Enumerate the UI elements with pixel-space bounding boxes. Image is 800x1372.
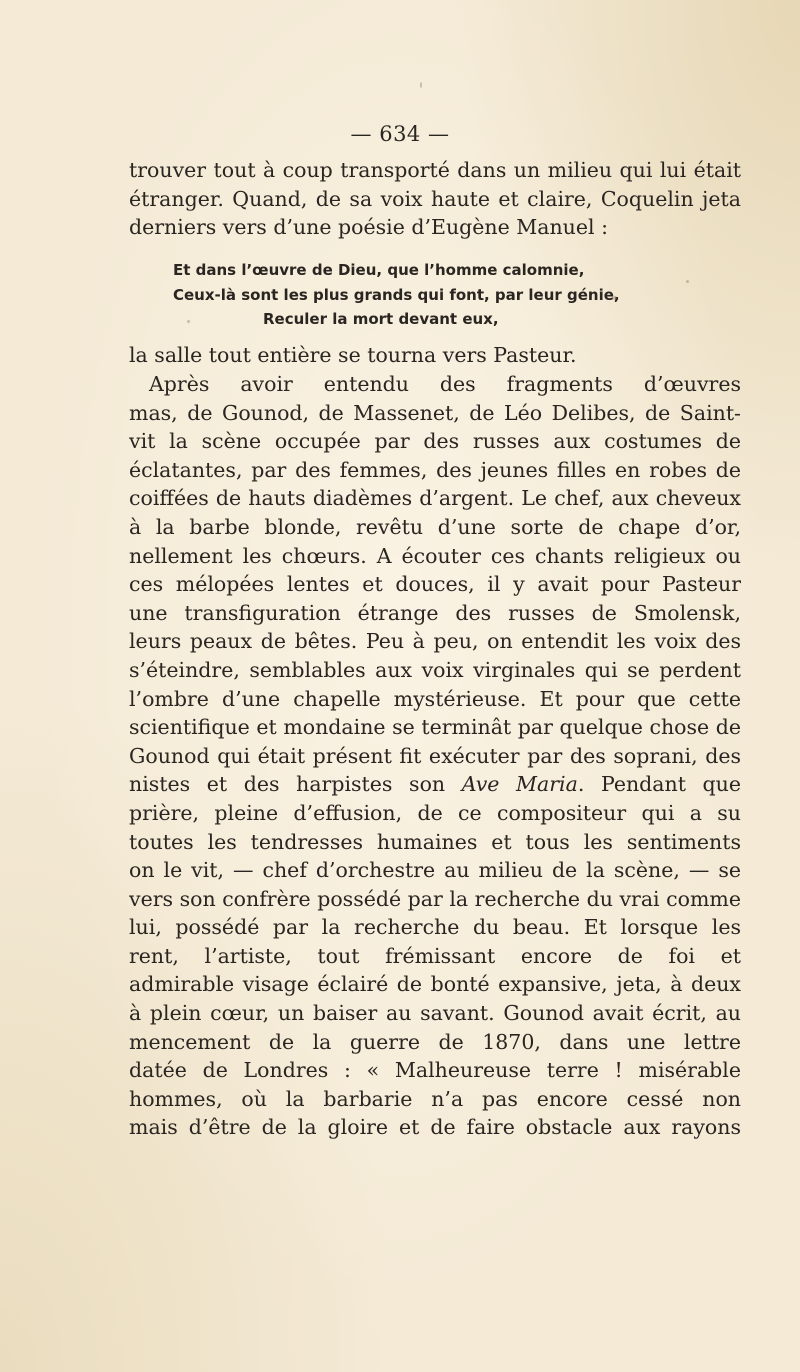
text-line: mencement de la guerre de 1870, dans une lettre xyxy=(129,1029,741,1054)
verse-line: Et dans l’œuvre de Dieu, que l’homme calomnie, xyxy=(173,261,585,279)
text-line: l’ombre d’une chapelle mystérieuse. Et pour que cette xyxy=(129,686,741,711)
paper-speck xyxy=(187,320,190,323)
text-line: datée de Londres : « Malheureuse terre ! misérable xyxy=(129,1058,741,1083)
main-paragraph xyxy=(129,370,741,1142)
text-line: la salle tout entière se tourna vers Pasteur. xyxy=(129,343,577,367)
opening-paragraph xyxy=(129,156,741,242)
verse-line: Ceux-là sont les plus grands qui font, par leur génie, xyxy=(173,285,620,304)
text-line: hommes, où la barbarie n’a pas encore cessé non xyxy=(129,1086,741,1111)
text-line: Gounod qui était présent fit exécuter par des soprani, des xyxy=(129,743,741,768)
text-line: Après avoir entendu des fragments d’œuvres xyxy=(149,372,741,396)
verse-line: Reculer la mort devant eux, xyxy=(263,310,499,328)
after-verse-line xyxy=(129,341,741,370)
text-line: s’éteindre, semblables aux voix virginales qui se perdent xyxy=(129,657,741,682)
paper-speck xyxy=(420,82,422,88)
text-line: mas, de Gounod, de Massenet, de Léo Delibes, de Saint- xyxy=(129,400,741,425)
page-number: — 634 — xyxy=(350,122,450,146)
text-line: vers son confrère possédé par la recherche du vrai comme xyxy=(129,886,741,911)
text-line: ces mélopées lentes et douces, il y avait pour Pasteur xyxy=(129,572,741,597)
text-line: éclatantes, par des femmes, des jeunes filles en robes de xyxy=(129,457,741,482)
text-line: une transfiguration étrange des russes de Smolensk, xyxy=(129,600,741,625)
text-line: on le vit, — chef d’orchestre au milieu de la scène, — se xyxy=(129,858,741,883)
text-fragment: . Pendant que xyxy=(577,772,741,797)
text-line: lui, possédé par la recherche du beau. Et lorsque les xyxy=(129,915,741,940)
text-line: prière, pleine d’effusion, de ce compositeur qui a su xyxy=(129,800,741,825)
paper-speck xyxy=(613,296,617,300)
text-line: nellement les chœurs. A écouter ces chants religieux ou xyxy=(129,543,741,568)
text-line xyxy=(129,770,741,799)
text-line: coiffées de hauts diadèmes d’argent. Le chef, aux cheveux xyxy=(129,486,741,511)
text-line: mais d’être de la gloire et de faire obstacle aux rayons xyxy=(129,1115,741,1140)
text-line: étranger. Quand, de sa voix haute et claire, Coquelin jeta xyxy=(129,186,741,211)
paper-speck xyxy=(686,280,689,283)
text-line: à la barbe blonde, revêtu d’une sorte de chape d’or, xyxy=(129,514,741,539)
text-line: toutes les tendresses humaines et tous les sentiments xyxy=(129,829,741,854)
text-line: à plein cœur, un baiser au savant. Gounod avait écrit, au xyxy=(129,1001,741,1026)
text-fragment: nistes et des harpistes son xyxy=(129,772,462,797)
text-line: admirable visage éclairé de bonté expansive, jeta, à deux xyxy=(129,972,741,997)
text-line: trouver tout à coup transporté dans un milieu qui lui était xyxy=(129,158,741,182)
text-line: scientifique et mondaine se terminât par quelque chose de xyxy=(129,715,741,740)
verse-quote xyxy=(0,258,800,332)
text-line: leurs peaux de bêtes. Peu à peu, on entendit les voix des xyxy=(129,629,741,654)
text-line: derniers vers d’une poésie d’Eugène Manuel : xyxy=(129,215,608,240)
ave-maria-title: Ave Maria xyxy=(461,772,578,797)
text-line: vit la scène occupée par des russes aux costumes de xyxy=(129,429,741,454)
text-line: rent, l’artiste, tout frémissant encore de foi et xyxy=(129,943,741,968)
